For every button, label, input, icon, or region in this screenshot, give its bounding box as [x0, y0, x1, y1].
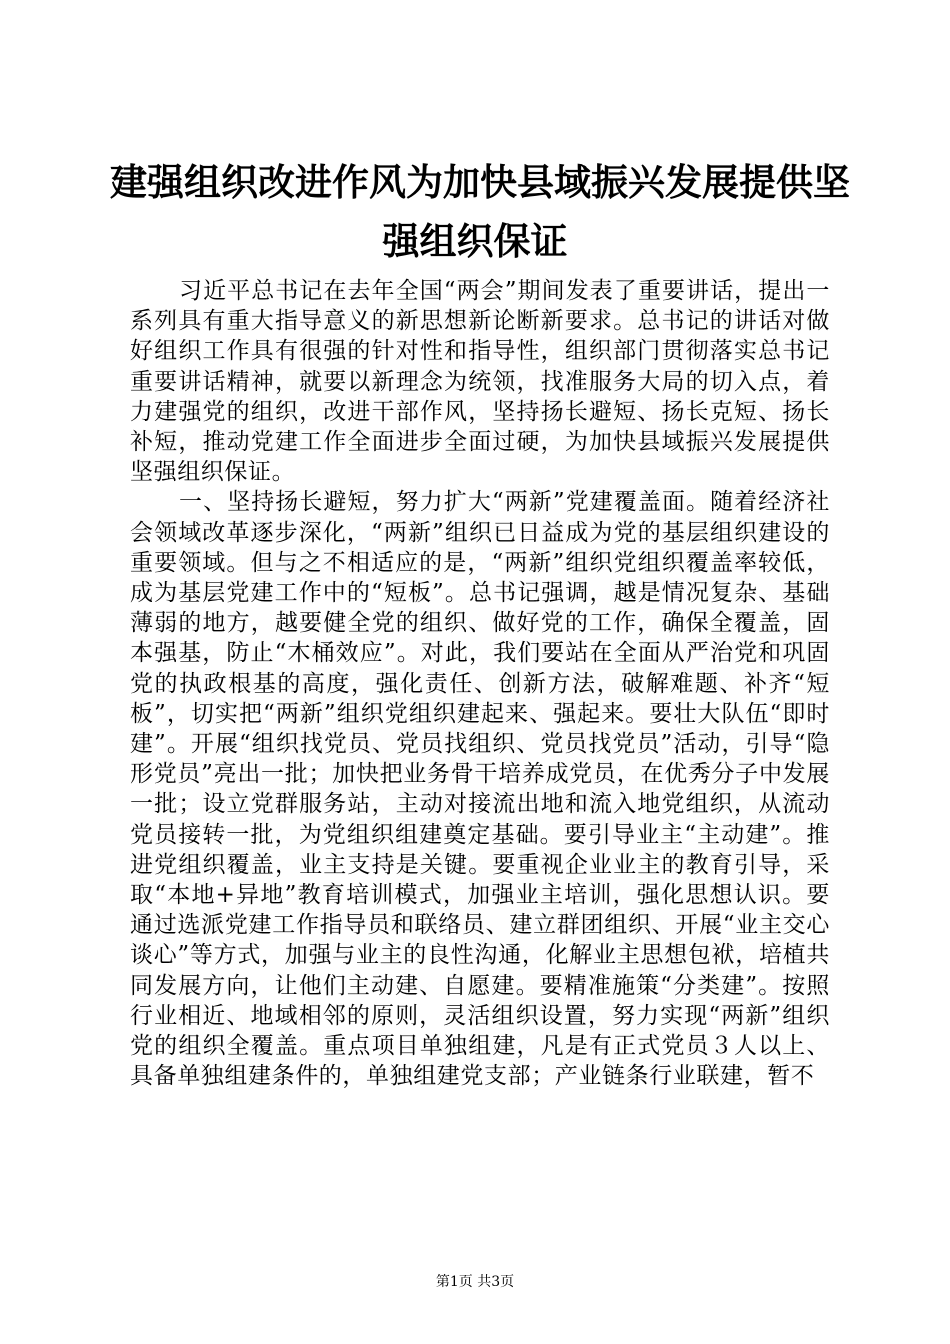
document-title-line-1: 建强组织改进作风为加快县域振兴发展提供坚	[110, 161, 850, 204]
document-body	[130, 276, 830, 1091]
paragraph-intro: 习近平总书记在去年全国“两会”期间发表了重要讲话，提出一系列具有重大指导意义的新思想新论断新要求。总书记的讲话对做好组织工作具有很强的针对性和指导性，组织部门贯彻落实总书记重要讲话精神，就要以新理念为统领，找准服务大局的切入点，着力建强党的组织，改进干部作风，坚持扬长避短、扬长克短、扬长补短，推动党建工作全面进步全面过硬，为加快县域振兴发展提供坚强组织保证。	[130, 278, 830, 486]
page-footer: 第1页 共3页	[435, 1274, 515, 1290]
paragraph-section-1: 一、坚持扬长避短，努力扩大“两新”党建覆盖面。随着经济社会领域改革逐步深化，“两新”组织已日益成为党的基层组织建设的重要领域。但与之不相适应的是，“两新”组织党组织覆盖率较低，成为基层党建工作中的“短板”。总书记强调，越是情况复杂、基础薄弱的地方，越要健全党的组织、做好党的工作，确保全覆盖，固本强基，防止“木桶效应”。对此，我们要站在全面从严治党和巩固党的执政根基的高度，强化责任、创新方法，破解难题、补齐“短板”，切实把“两新”组织党组织建起来、强起来。要壮大队伍“即时建”。开展“组织找党员、党员找组织、党员找党员”活动，引导“隐形党员”亮出一批；加快把业务骨干培养成党员，在优秀分子中发展一批；设立党群服务站，主动对接流出地和流入地党组织，从流动党员接转一批，为党组织组建奠定基础。要引导业主“主动建”。推进党组织覆盖，业主支持是关键。要重视企业业主的教育引导，采取“本地+异地”教育培训模式，加强业主培训，强化思想认识。要通过选派党建工作指导员和联络员、建立群团组织、开展“业主交心谈心”等方式，加强与业主的良性沟通，化解业主思想包袱，培植共同发展方向，让他们主动建、自愿建。要精准施策“分类建”。按照行业相近、地域相邻的原则，灵活组织设置，努力实现“两新”组织党的组织全覆盖。重点项目单独组建，凡是有正式党员３人以上、具备单独组建条件的，单独组建党支部；产业链条行业联建，暂不	[130, 489, 830, 1090]
document-title-line-2: 强组织保证	[382, 220, 568, 263]
